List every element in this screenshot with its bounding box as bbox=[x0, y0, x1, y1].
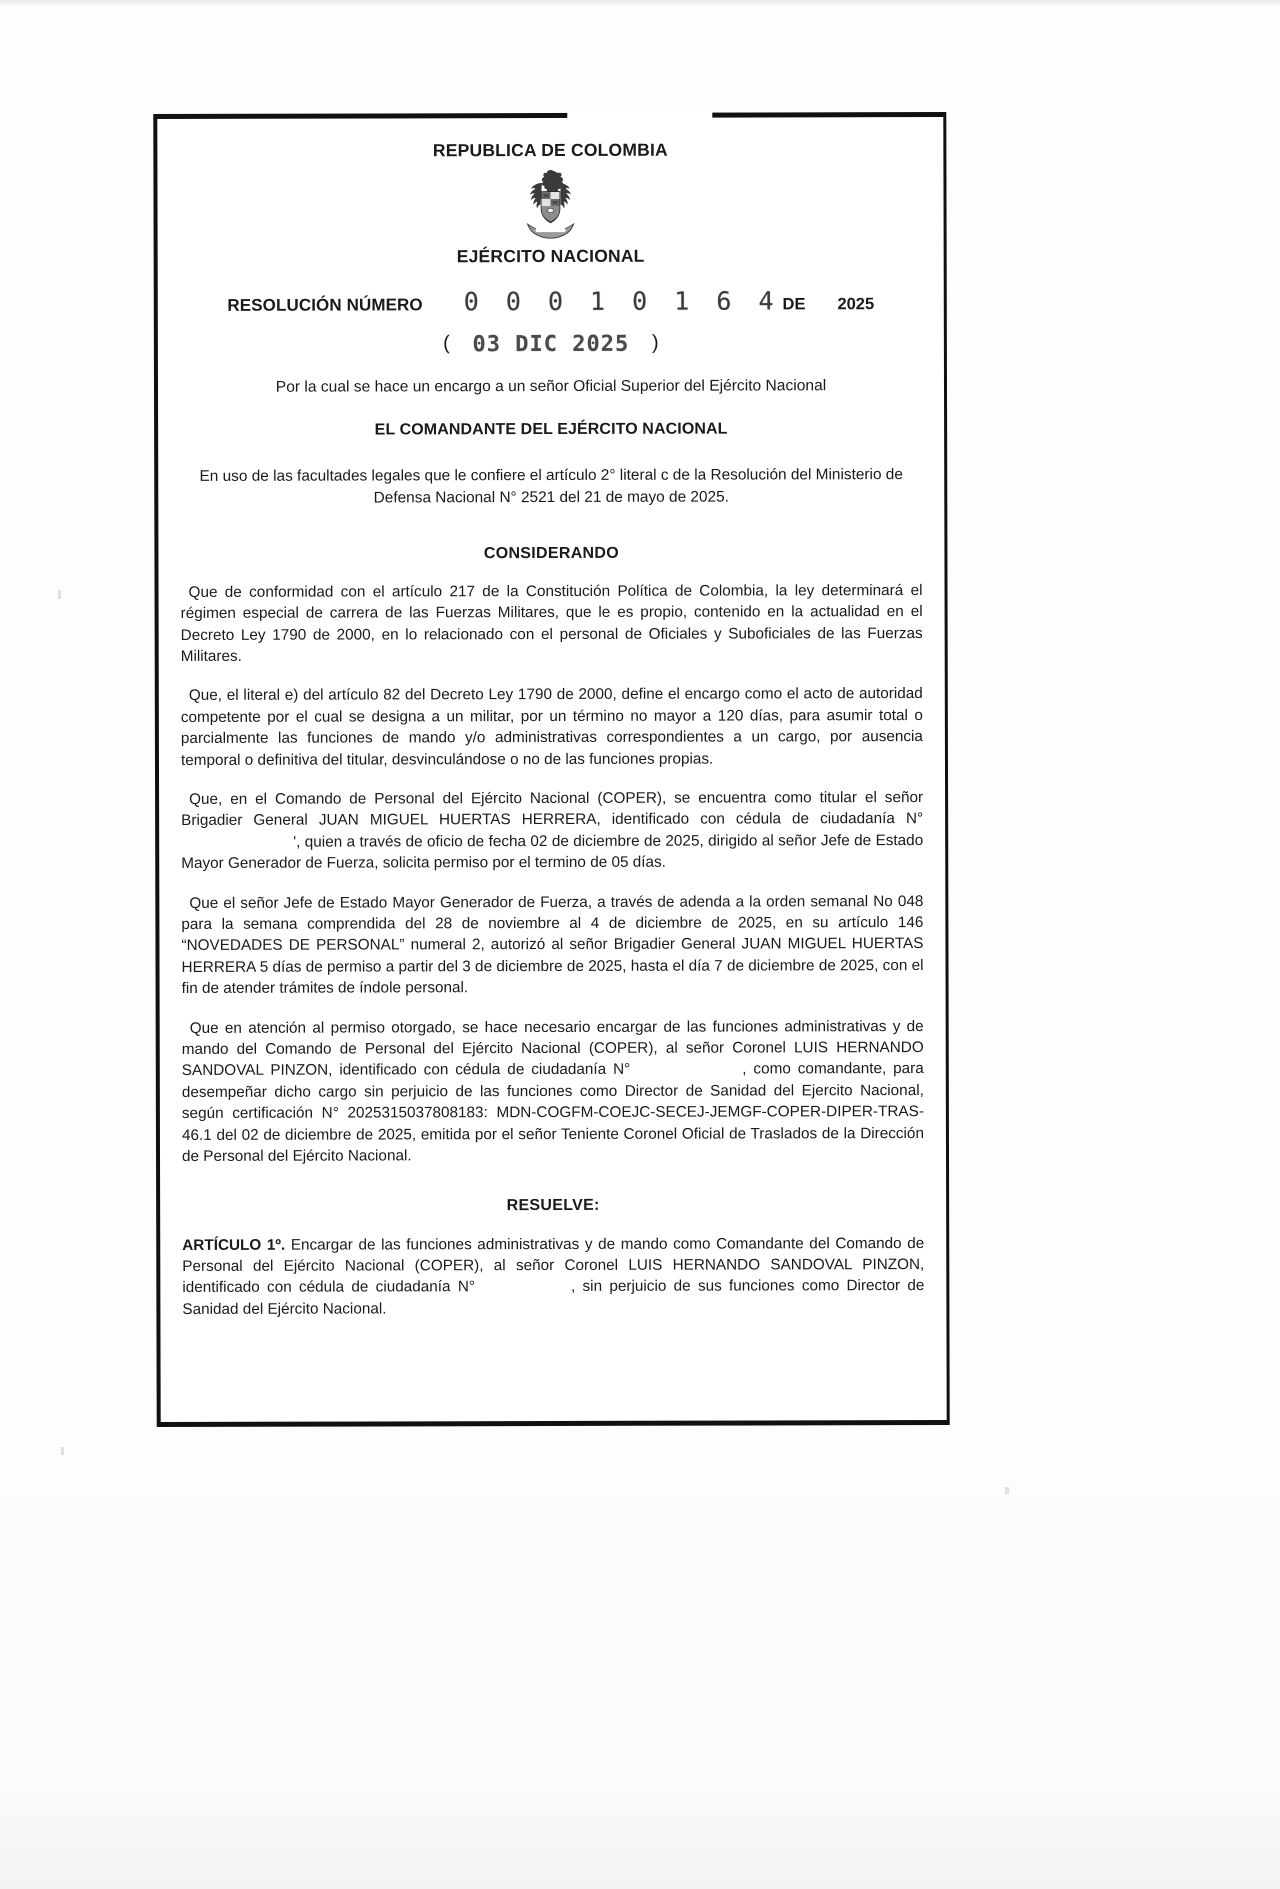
scan-speckle bbox=[58, 590, 61, 599]
considerando-paragraph-5 bbox=[182, 1016, 924, 1168]
resolution-number-label: RESOLUCIÓN NÚMERO bbox=[227, 295, 423, 315]
resolution-date-row bbox=[180, 331, 922, 358]
frame-border-gap bbox=[567, 112, 712, 121]
issuing-authority-line: EL COMANDANTE DEL EJÉRCITO NACIONAL bbox=[374, 420, 728, 439]
article-1-label: ARTÍCULO 1º. bbox=[182, 1236, 286, 1254]
resuelve-heading: RESUELVE: bbox=[506, 1196, 600, 1214]
considerando-paragraph-3 bbox=[181, 787, 923, 875]
considerando-paragraph-1: Que de conformidad con el artículo 217 de la Constitución Política de Colombia, la ley determinará el régimen especial de carrera de las Fuerzas Militares, que le es propio, contenido en la actualidad en el Decreto Ley 1790 de 2000, en lo relacionado con el personal de Oficiales y Suboficiales de las Fuerzas Militares. bbox=[180, 581, 923, 665]
considerando-3-text-before-redaction: Que, en el Comando de Personal del Ejército Nacional (COPER), se encuentra como titular el señor Brigadier General JUAN MIGUEL HUERTAS HERRERA, identificado con cédula de ciudadanía N° bbox=[181, 789, 924, 830]
date-paren-open: ( bbox=[443, 332, 450, 355]
header-force-title: EJÉRCITO NACIONAL bbox=[456, 245, 645, 267]
considerando-paragraph-2: Que, el literal e) del artículo 82 del Decreto Ley 1790 de 2000, define el encargo como el acto de autoridad competente por el cual se designa a un militar, por un término no mayor a 120 días, para asumir total o parcialmente las funciones de mando y/o administrativas correspondientes a un cargo, por ausencia temporal o definitiva del titular, desvinculándose o no de las funciones propias. bbox=[180, 685, 923, 769]
considerando-3-redaction-mark: ', bbox=[293, 833, 301, 851]
legal-faculties-paragraph: En uso de las facultades legales que le confiere el artículo 2° literal c de la Resolución del Ministerio de Defensa Nacional N° 2521 del 21 de mayo de 2025. bbox=[199, 466, 903, 507]
colombia-coat-of-arms-icon bbox=[513, 166, 587, 244]
page-bottom-margin bbox=[0, 1500, 1280, 1889]
considerando-5-text-after-redaction: , como comandante, para desempeñar dicho cargo sin perjuicio de las funciones como Director de Sanidad del Ejercito Nacional, según certificación N° 2025315037808183: MDN-COGFM-COEJC-SECEJ-JEMGF-COPER-DIPER-TRAS-46.1 del 02 de diciembre de 2025, emitida por el señor Teniente Coronel Oficial de Traslados de la Dirección de Personal del Ejército Nacional. bbox=[181, 1060, 924, 1166]
date-stamp: 03 DIC 2025 bbox=[472, 331, 630, 358]
considerando-5-text-before-redaction: Que en atención al permiso otorgado, se hace necesario encargar de las funciones administrativas y de mando del Comando de Personal del Ejército Nacional (COPER), al señor Coronel LUIS HERNANDO SANDOVAL PINZON, identificado con cédula de ciudadanía N° bbox=[181, 1017, 924, 1080]
article-1-text-before-redaction: Encargar de las funciones administrativas y de mando como Comandante del Comando de Personal del Ejército Nacional (COPER), al señor Coronel LUIS HERNANDO SANDOVAL PINZON, identificado con cédula de ciudadanía N° bbox=[182, 1234, 925, 1297]
considerando-heading: CONSIDERANDO bbox=[483, 544, 620, 562]
article-1-paragraph bbox=[182, 1233, 924, 1321]
considerando-paragraph-4: Que el señor Jefe de Estado Mayor Generador de Fuerza, a través de adenda a la orden semanal No 048 para la semana comprendida del 28 de noviembre al 4 de diciembre de 2025, en su artículo 146 “NOVEDADES DE PERSONAL” numeral 2, autorizó al señor Brigadier General JUAN MIGUEL HUERTAS HERRERA 5 días de permiso a partir del 3 de diciembre de 2025, hasta el día 7 de diciembre de 2025, con el fin de atender trámites de índole personal. bbox=[181, 892, 924, 998]
resolution-document-frame bbox=[153, 112, 949, 1427]
scan-speckle bbox=[1005, 1487, 1009, 1494]
header-country-title: REPUBLICA DE COLOMBIA bbox=[432, 139, 668, 161]
article-1-text-after-redaction: , sin perjuicio de sus funciones como Director de Sanidad del Ejército Nacional. bbox=[182, 1277, 925, 1318]
date-paren-close: ) bbox=[651, 331, 659, 354]
resolution-year: 2025 bbox=[837, 295, 875, 314]
resolution-subject-line: Por la cual se hace un encargo a un señor Oficial Superior del Ejército Nacional bbox=[275, 377, 827, 396]
scan-speckle bbox=[61, 1447, 64, 1455]
resolution-de-label: DE bbox=[782, 295, 806, 314]
resolution-number-row bbox=[180, 286, 922, 317]
resolution-number-stamp: 0 0 0 1 0 1 6 4 bbox=[463, 286, 780, 317]
considerando-3-text-after-redaction: quien a través de oficio de fecha 02 de diciembre de 2025, dirigido al señor Jefe de Estado Mayor Generador de Fuerza, solicita permiso por el termino de 05 días. bbox=[181, 831, 924, 873]
